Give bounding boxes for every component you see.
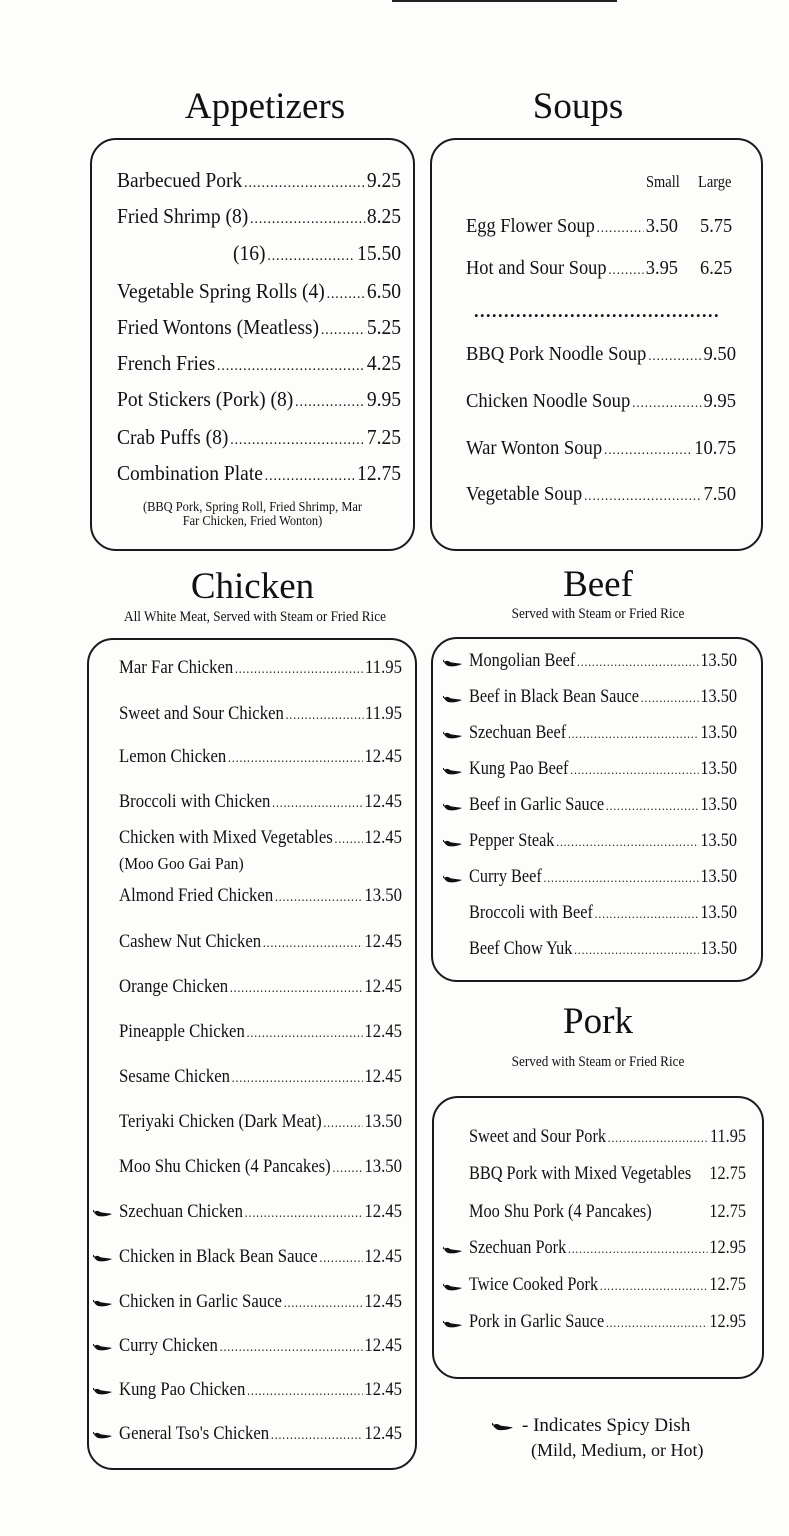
dot-leader xyxy=(584,489,701,505)
menu-item-16 xyxy=(233,241,401,266)
item-name: Beef Chow Yuk xyxy=(469,939,573,959)
chili-pepper-icon xyxy=(93,1209,113,1219)
item-name: Moo Shu Chicken (4 Pancakes) xyxy=(119,1156,331,1177)
menu-item-broccoli-with-beef xyxy=(469,903,737,924)
chili-pepper-icon xyxy=(93,1387,113,1397)
soups-heading: Soups xyxy=(532,86,624,127)
item-price: 12.75 xyxy=(709,1164,746,1184)
menu-item-moo-shu-chicken-4-pancakes xyxy=(119,1156,402,1178)
menu-item-mongolian-beef xyxy=(469,651,737,672)
dot-leader xyxy=(230,980,363,996)
dot-leader xyxy=(265,468,355,485)
item-name: Beef in Black Bean Sauce xyxy=(469,687,639,707)
item-price: 8.25 xyxy=(366,204,401,228)
item-price: 13.50 xyxy=(700,687,737,707)
chili-pepper-icon xyxy=(443,695,463,705)
chili-pepper-icon xyxy=(492,1422,514,1433)
chicken-heading: Chicken xyxy=(190,566,315,607)
menu-item-pepper-steak xyxy=(469,831,737,852)
item-name: General Tso's Chicken xyxy=(119,1423,270,1444)
item-price: 12.95 xyxy=(709,1238,746,1258)
chili-pepper-icon xyxy=(93,1431,113,1441)
chili-pepper-icon xyxy=(443,803,463,813)
dot-leader xyxy=(263,935,363,951)
menu-item-szechuan-pork xyxy=(469,1238,746,1259)
dot-leader xyxy=(220,1339,363,1355)
item-price: 13.50 xyxy=(700,903,737,923)
dot-leader xyxy=(604,443,692,459)
item-price: 13.50 xyxy=(700,759,737,779)
soups-separator xyxy=(474,302,718,320)
menu-item-twice-cooked-pork xyxy=(469,1275,746,1296)
dot-leader xyxy=(244,175,365,192)
appetizers-heading: Appetizers xyxy=(184,86,346,127)
dot-leader xyxy=(235,661,363,677)
item-name: Mongolian Beef xyxy=(469,651,576,671)
item-price: 13.50 xyxy=(700,867,737,887)
dot-leader xyxy=(595,906,699,922)
menu-item-cashew-nut-chicken xyxy=(119,931,402,953)
item-name: Curry Chicken xyxy=(119,1335,218,1356)
dot-leader xyxy=(321,322,365,339)
menu-item-bbq-pork-noodle-soup xyxy=(466,343,736,366)
item-name: Egg Flower Soup xyxy=(466,215,595,237)
menu-item-crab-puffs-8 xyxy=(117,425,401,450)
dot-leader xyxy=(556,834,698,850)
menu-item-kung-pao-beef xyxy=(469,759,737,780)
combination-plate-note xyxy=(108,500,398,528)
item-name: Cashew Nut Chicken xyxy=(119,931,262,952)
chili-pepper-icon xyxy=(93,1299,113,1309)
soups-small-header: Small xyxy=(646,172,680,191)
menu-item-chicken-with-mixed-vegetables xyxy=(119,827,402,849)
item-price: 12.45 xyxy=(364,931,402,952)
item-price: 12.45 xyxy=(364,1066,402,1087)
item-price: 12.95 xyxy=(709,1312,746,1332)
large-price: 5.75 xyxy=(700,215,733,237)
item-name: Broccoli with Beef xyxy=(469,903,593,923)
small-price: 3.50 xyxy=(645,215,678,237)
item-price: 12.75 xyxy=(357,461,401,485)
menu-item-war-wonton-soup xyxy=(466,437,736,460)
item-price: 11.95 xyxy=(709,1127,746,1147)
menu-item-lemon-chicken xyxy=(119,746,402,768)
combination-plate-note-line1: (BBQ Pork, Spring Roll, Fried Shrimp, Mar xyxy=(142,499,363,514)
item-price: 12.45 xyxy=(364,1291,402,1312)
item-name: Pepper Steak xyxy=(469,831,555,851)
item-name: Szechuan Pork xyxy=(469,1238,567,1258)
item-name: Combination Plate xyxy=(117,461,263,485)
dot-leader xyxy=(333,1160,363,1176)
beef-heading: Beef xyxy=(563,564,633,605)
menu-item-almond-fried-chicken xyxy=(119,885,402,907)
item-price: 4.25 xyxy=(366,351,401,375)
large-price: 6.25 xyxy=(700,257,733,279)
dot-leader xyxy=(323,1115,362,1131)
menu-item-pot-stickers-pork-8 xyxy=(117,387,401,412)
menu-item-bbq-pork-with-mixed-vegetables xyxy=(469,1164,746,1185)
menu-item-broccoli-with-chicken xyxy=(119,791,402,813)
menu-item-teriyaki-chicken-dark-meat xyxy=(119,1111,402,1133)
item-name: Twice Cooked Pork xyxy=(469,1275,599,1295)
item-name: Sweet and Sour Chicken xyxy=(119,703,284,724)
menu-item-chicken-in-garlic-sauce xyxy=(119,1291,402,1313)
item-name: Chicken Noodle Soup xyxy=(466,390,631,412)
dot-leader xyxy=(327,286,365,303)
item-name: Teriyaki Chicken (Dark Meat) xyxy=(119,1111,322,1132)
chili-pepper-icon xyxy=(443,839,463,849)
dot-leader xyxy=(641,690,699,706)
menu-item-sweet-and-sour-pork xyxy=(469,1127,746,1148)
menu-item-pork-in-garlic-sauce xyxy=(469,1312,746,1333)
menu-item-kung-pao-chicken xyxy=(119,1379,402,1401)
dot-leader xyxy=(284,1295,363,1311)
item-price: 9.95 xyxy=(703,390,736,412)
dot-leader xyxy=(217,358,365,375)
item-name: Chicken with Mixed Vegetables xyxy=(119,827,333,848)
dot-leader xyxy=(247,1025,363,1041)
menu-item-fried-shrimp-8 xyxy=(117,204,401,229)
item-name: Broccoli with Chicken xyxy=(119,791,271,812)
item-price: 9.95 xyxy=(366,387,401,411)
item-price: 13.50 xyxy=(700,831,737,851)
item-name: Mar Far Chicken xyxy=(119,657,234,678)
chili-pepper-icon xyxy=(443,731,463,741)
dot-leader xyxy=(295,394,365,411)
item-name: Moo Shu Pork (4 Pancakes) xyxy=(469,1202,652,1222)
small-price: 3.95 xyxy=(645,257,678,279)
chicken-subtitle: All White Meat, Served with Steam or Fried Rice xyxy=(124,609,386,625)
dot-leader xyxy=(632,396,701,412)
dot-leader xyxy=(272,795,362,811)
item-price: 13.50 xyxy=(700,651,737,671)
item-name: French Fries xyxy=(117,351,216,375)
menu-item-orange-chicken xyxy=(119,976,402,998)
item-name: Kung Pao Chicken xyxy=(119,1379,246,1400)
menu-item-french-fries xyxy=(117,351,401,376)
dot-leader xyxy=(267,248,355,265)
item-price: 12.45 xyxy=(364,827,402,848)
item-name: Beef in Garlic Sauce xyxy=(469,795,605,815)
item-price: 11.95 xyxy=(364,703,402,724)
menu-item-sweet-and-sour-chicken xyxy=(119,703,402,725)
item-name: Fried Shrimp (8) xyxy=(117,204,249,228)
item-name: War Wonton Soup xyxy=(466,437,603,459)
item-price: 12.45 xyxy=(364,1335,402,1356)
item-name: Vegetable Soup xyxy=(466,483,583,505)
item-name: Curry Beef xyxy=(469,867,542,887)
item-name: Barbecued Pork xyxy=(117,168,243,192)
item-price: 6.50 xyxy=(366,279,401,303)
top-rule xyxy=(392,0,617,2)
item-price: 11.95 xyxy=(364,657,402,678)
dot-leader xyxy=(232,1070,363,1086)
chili-pepper-icon xyxy=(93,1343,113,1353)
dot-leader xyxy=(597,221,644,237)
item-price: 12.45 xyxy=(364,976,402,997)
menu-item-curry-chicken xyxy=(119,1335,402,1357)
chili-pepper-icon xyxy=(443,875,463,885)
item-name: Crab Puffs (8) xyxy=(117,425,229,449)
beef-subtitle: Served with Steam or Fried Rice xyxy=(511,606,685,622)
item-price: 15.50 xyxy=(357,241,401,265)
menu-item-vegetable-spring-rolls-4 xyxy=(117,279,401,304)
item-price: 12.45 xyxy=(364,1423,402,1444)
pork-subtitle: Served with Steam or Fried Rice xyxy=(511,1054,685,1070)
dot-leader xyxy=(335,831,363,847)
item-price: 5.25 xyxy=(366,315,401,339)
menu-item-chicken-in-black-bean-sauce xyxy=(119,1246,402,1268)
dot-leader xyxy=(570,762,698,778)
dot-leader xyxy=(271,1427,363,1443)
menu-item-egg-flower-soup xyxy=(466,215,678,238)
item-name: Orange Chicken xyxy=(119,976,229,997)
menu-item-beef-chow-yuk xyxy=(469,939,737,960)
item-price: 12.75 xyxy=(709,1275,746,1295)
item-name: Pot Stickers (Pork) (8) xyxy=(117,387,294,411)
item-name: Fried Wontons (Meatless) xyxy=(117,315,320,339)
chili-pepper-icon xyxy=(443,1246,463,1256)
menu-item-beef-in-garlic-sauce xyxy=(469,795,737,816)
dot-leader xyxy=(544,870,699,886)
dot-leader xyxy=(230,432,365,449)
dot-leader xyxy=(608,1130,708,1146)
item-name: Kung Pao Beef xyxy=(469,759,569,779)
item-price: 13.50 xyxy=(700,795,737,815)
dot-leader xyxy=(606,798,699,814)
dot-leader xyxy=(228,750,363,766)
menu-item-curry-beef xyxy=(469,867,737,888)
dot-leader xyxy=(577,654,699,670)
item-name: Szechuan Beef xyxy=(469,723,567,743)
item-price: 7.50 xyxy=(703,483,736,505)
item-price: 9.50 xyxy=(703,343,736,365)
item-price: 12.45 xyxy=(364,1021,402,1042)
item-name: Sweet and Sour Pork xyxy=(469,1127,607,1147)
menu-item-general-tso-s-chicken xyxy=(119,1423,402,1445)
dot-leader xyxy=(606,1315,708,1331)
item-price: 9.25 xyxy=(366,168,401,192)
item-name: Vegetable Spring Rolls (4) xyxy=(117,279,325,303)
item-name: Almond Fried Chicken xyxy=(119,885,274,906)
menu-item-chicken-noodle-soup xyxy=(466,390,736,413)
item-name: Sesame Chicken xyxy=(119,1066,230,1087)
chili-pepper-icon xyxy=(93,1254,113,1264)
appetizers-box xyxy=(90,138,415,551)
item-name: Chicken in Garlic Sauce xyxy=(119,1291,282,1312)
menu-item-hot-and-sour-soup xyxy=(466,257,678,280)
item-price: 10.75 xyxy=(694,437,736,459)
item-name: BBQ Pork Noodle Soup xyxy=(466,343,647,365)
dot-leader xyxy=(247,1383,363,1399)
menu-item-fried-wontons-meatless xyxy=(117,315,401,340)
item-name: (16) xyxy=(233,241,266,265)
dot-leader xyxy=(319,1250,362,1266)
spicy-legend-text: - Indicates Spicy Dish xyxy=(522,1415,691,1436)
menu-item-combination-plate xyxy=(117,461,401,486)
dot-leader xyxy=(245,1205,363,1221)
soups-large-header: Large xyxy=(698,172,732,191)
menu-item-mar-far-chicken xyxy=(119,657,402,679)
item-price: 12.45 xyxy=(364,791,402,812)
item-price: 12.45 xyxy=(364,1201,402,1222)
item-name: Pork in Garlic Sauce xyxy=(469,1312,605,1332)
dot-leader xyxy=(250,211,365,228)
item-price: 13.50 xyxy=(364,1111,402,1132)
item-price: 7.25 xyxy=(366,425,401,449)
item-price: 12.45 xyxy=(364,746,402,767)
menu-item-moo-shu-pork-4-pancakes xyxy=(469,1202,746,1223)
item-name: Lemon Chicken xyxy=(119,746,227,767)
item-price: 13.50 xyxy=(364,1156,402,1177)
item-name: Hot and Sour Soup xyxy=(466,257,607,279)
item-price: 12.45 xyxy=(364,1246,402,1267)
item-name: Pineapple Chicken xyxy=(119,1021,245,1042)
chili-pepper-icon xyxy=(443,1283,463,1293)
chili-pepper-icon xyxy=(443,659,463,669)
dot-leader xyxy=(574,942,698,958)
dot-leader xyxy=(275,889,363,905)
dot-leader xyxy=(608,263,644,279)
menu-item-vegetable-soup xyxy=(466,483,736,506)
chili-pepper-icon xyxy=(443,1320,463,1330)
menu-item-sesame-chicken xyxy=(119,1066,402,1088)
dot-leader xyxy=(568,726,699,742)
pork-heading: Pork xyxy=(563,1001,633,1042)
dot-leader xyxy=(568,1241,708,1257)
menu-item-beef-in-black-bean-sauce xyxy=(469,687,737,708)
chili-pepper-icon xyxy=(443,767,463,777)
dot-leader xyxy=(286,707,364,723)
moo-goo-gai-pan-note: (Moo Goo Gai Pan) xyxy=(119,854,244,873)
spicy-legend-levels: (Mild, Medium, or Hot) xyxy=(531,1440,704,1460)
combination-plate-note-line2: Far Chicken, Fried Wonton) xyxy=(182,513,323,528)
item-price: 13.50 xyxy=(700,723,737,743)
item-name: BBQ Pork with Mixed Vegetables xyxy=(469,1164,692,1184)
item-price: 12.45 xyxy=(364,1379,402,1400)
menu-item-szechuan-chicken xyxy=(119,1201,402,1223)
item-price: 12.75 xyxy=(709,1202,746,1222)
item-name: Szechuan Chicken xyxy=(119,1201,243,1222)
menu-item-pineapple-chicken xyxy=(119,1021,402,1043)
item-price: 13.50 xyxy=(700,939,737,959)
item-name: Chicken in Black Bean Sauce xyxy=(119,1246,318,1267)
item-price: 13.50 xyxy=(364,885,402,906)
dot-leader xyxy=(600,1278,708,1294)
menu-item-barbecued-pork xyxy=(117,168,401,193)
dot-leader xyxy=(648,349,701,365)
menu-item-szechuan-beef xyxy=(469,723,737,744)
